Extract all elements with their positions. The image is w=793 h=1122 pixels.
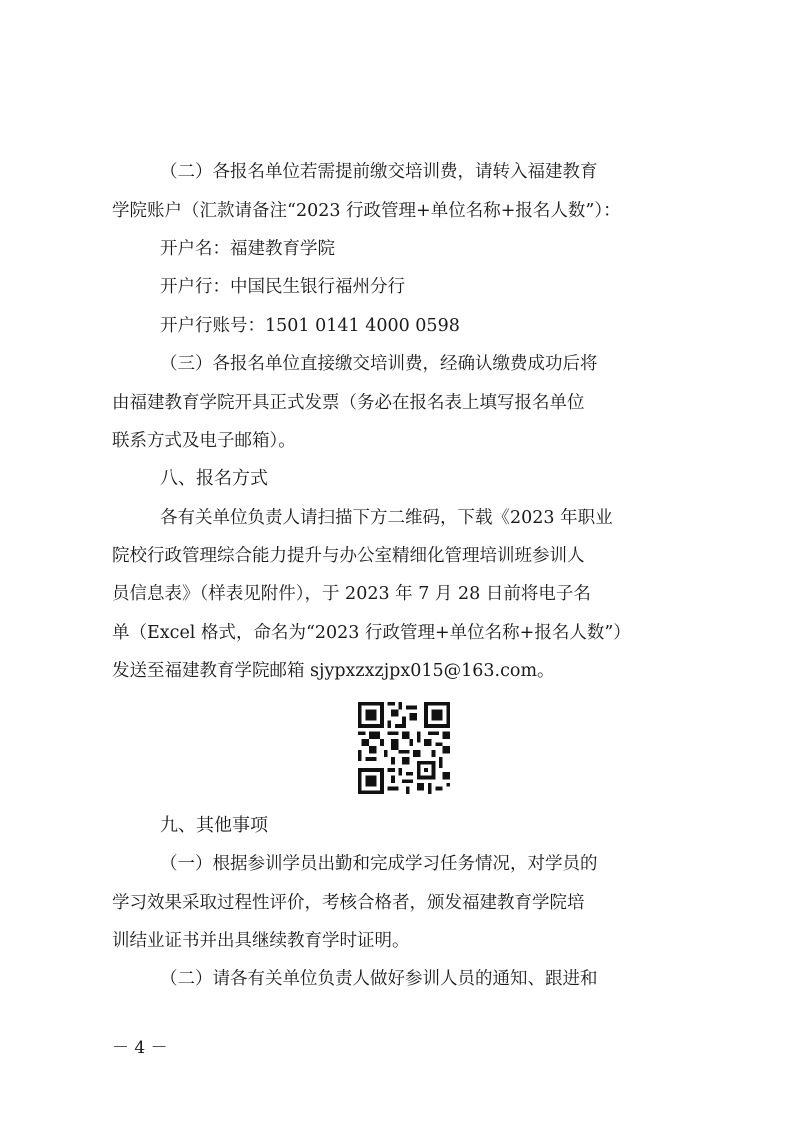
section-9-line-4: （二）请各有关单位负责人做好参训人员的通知、跟进和 bbox=[160, 969, 598, 989]
section-8-line-2: 院校行政管理综合能力提升与办公室精细化管理培训班参训人 bbox=[112, 546, 585, 566]
section-9-heading: 九、其他事项 bbox=[160, 815, 268, 836]
qr-code-icon[interactable] bbox=[358, 702, 450, 794]
paragraph-2-line-1: （二）各报名单位若需提前缴交培训费，请转入福建教育 bbox=[160, 162, 598, 182]
paragraph-3-line-1: （三）各报名单位直接缴交培训费，经确认缴费成功后将 bbox=[160, 354, 598, 374]
section-8-line-1: 各有关单位负责人请扫描下方二维码，下载《2023 年职业 bbox=[160, 508, 613, 528]
paragraph-3-line-3: 联系方式及电子邮箱）。 bbox=[112, 431, 296, 451]
page-number: － 4 － bbox=[112, 1038, 168, 1058]
paragraph-3-line-2: 由福建教育学院开具正式发票（务必在报名表上填写报名单位 bbox=[112, 393, 585, 413]
section-8-line-4: 单（Excel 格式，命名为“2023 行政管理+单位名称+报名人数”） bbox=[112, 623, 631, 643]
section-9-line-1: （一）根据参训学员出勤和完成学习任务情况，对学员的 bbox=[160, 854, 598, 874]
section-8-line-5: 发送至福建教育学院邮箱 sjypxzxzjpx015@163.com。 bbox=[112, 661, 555, 681]
paragraph-2-line-2: 学院账户（汇款请备注“2023 行政管理+单位名称+报名人数”）： bbox=[112, 201, 621, 221]
account-bank: 开户行：中国民生银行福州分行 bbox=[160, 277, 405, 297]
section-9-line-2: 学习效果采取过程性评价，考核合格者，颁发福建教育学院培 bbox=[112, 893, 585, 913]
section-9-line-3: 训结业证书并出具继续教育学时证明。 bbox=[112, 931, 410, 951]
section-8-heading: 八、报名方式 bbox=[160, 468, 268, 489]
account-number: 开户行账号：1501 0141 4000 0598 bbox=[160, 316, 460, 336]
section-8-line-3: 员信息表》（样表见附件），于 2023 年 7 月 28 日前将电子名 bbox=[112, 584, 591, 604]
account-name: 开户名：福建教育学院 bbox=[160, 239, 335, 259]
